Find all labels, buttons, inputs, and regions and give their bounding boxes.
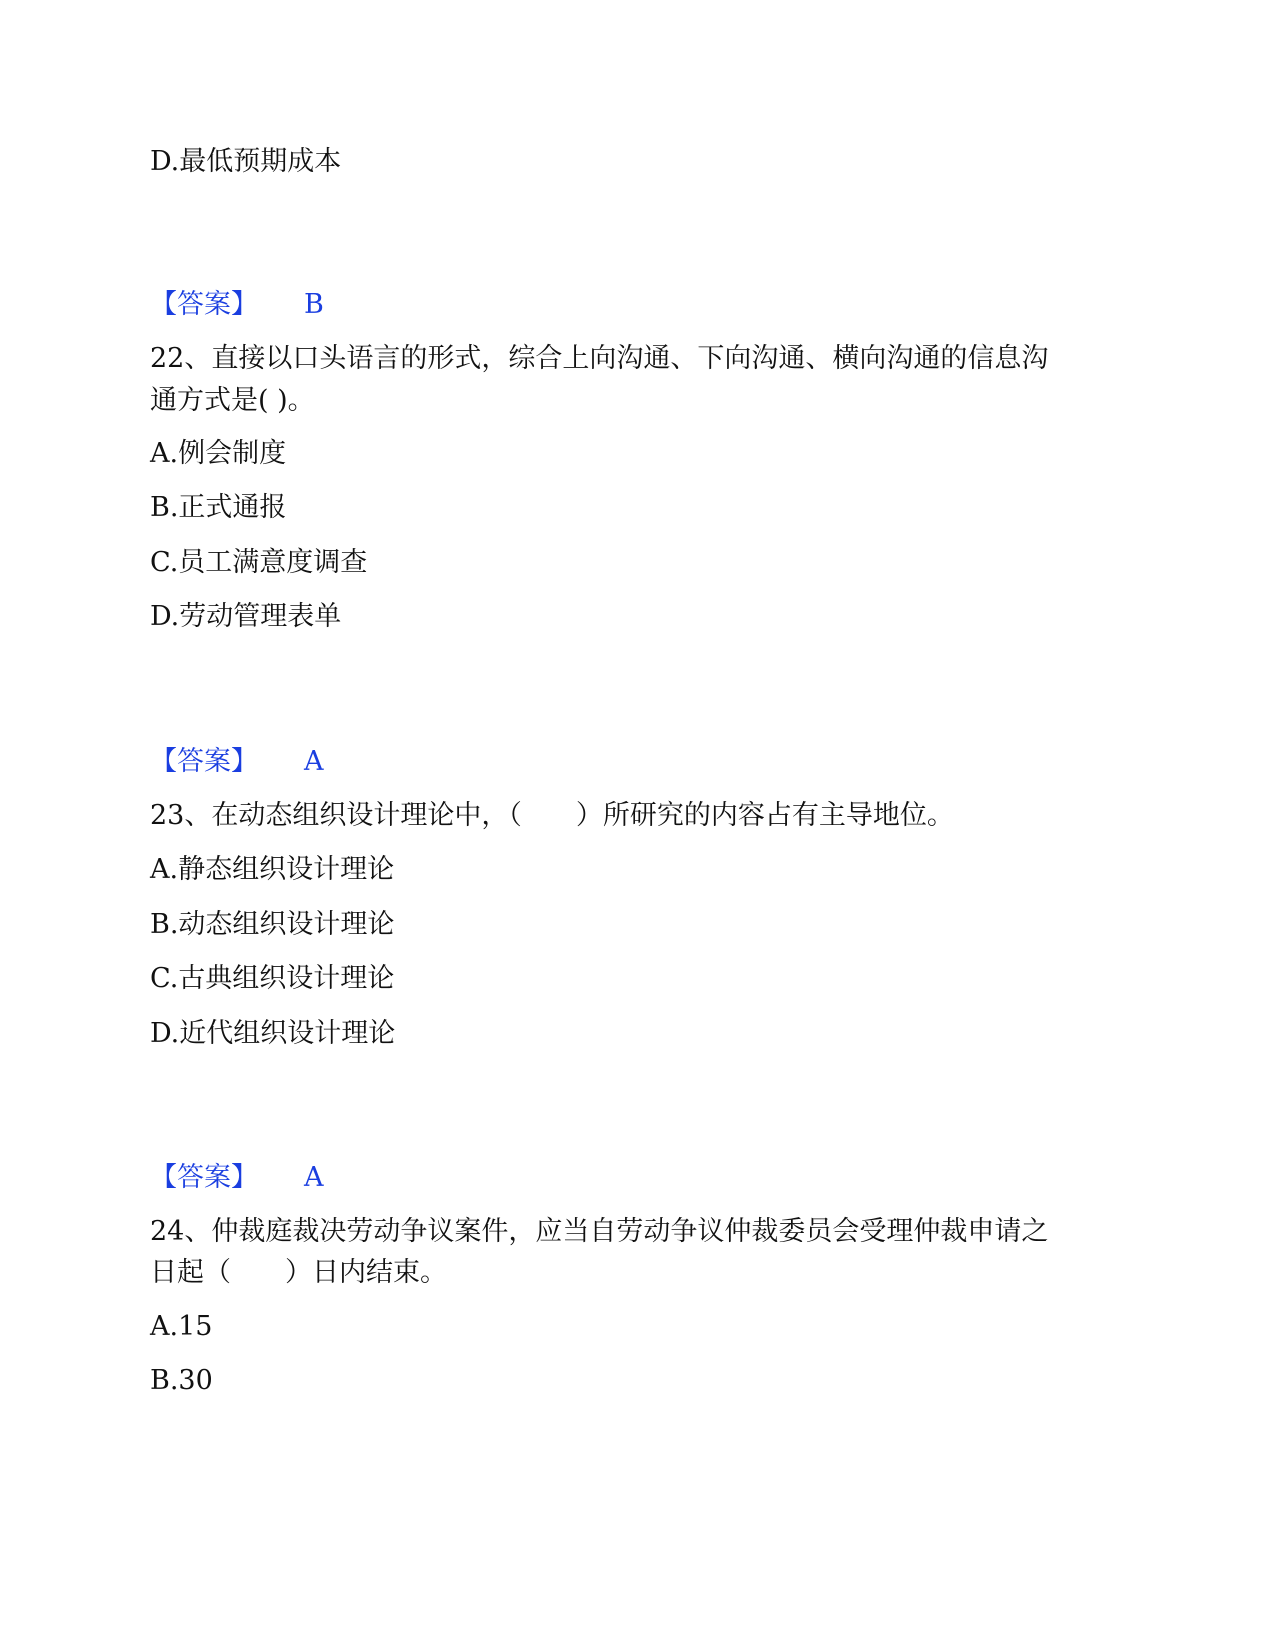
- q22-option-a: A.例会制度: [150, 438, 287, 469]
- q21-option-d: D.最低预期成本: [150, 146, 342, 177]
- q22-option-b: B.正式通报: [150, 492, 287, 523]
- q22-stem-line1: 22、直接以口头语言的形式，综合上向沟通、下向沟通、横向沟通的信息沟: [150, 343, 1049, 374]
- q23-option-b: B.动态组织设计理论: [150, 909, 395, 940]
- q22-stem-line2: 通方式是( )。: [150, 385, 315, 416]
- q24-option-b: B.30: [150, 1365, 213, 1396]
- q23-option-c: C.古典组织设计理论: [150, 963, 395, 994]
- q24-stem-line2: 日起（ ）日内结束。: [150, 1257, 447, 1288]
- q23-stem: 23、在动态组织设计理论中，（ ）所研究的内容占有主导地位。: [150, 800, 954, 831]
- q23-option-a: A.静态组织设计理论: [150, 854, 395, 885]
- answer-value: B: [304, 289, 324, 320]
- q23-option-d: D.近代组织设计理论: [150, 1018, 396, 1049]
- answer-label: 【答案】: [150, 289, 258, 320]
- q22-option-c: C.员工满意度调查: [150, 547, 368, 578]
- q24-option-a: A.15: [150, 1311, 213, 1342]
- answer-value: A: [304, 1162, 324, 1193]
- q22-answer: [150, 745, 324, 779]
- q24-stem-line1: 24、仲裁庭裁决劳动争议案件，应当自劳动争议仲裁委员会受理仲裁申请之: [150, 1216, 1049, 1247]
- answer-label: 【答案】: [150, 746, 258, 777]
- q22-option-d: D.劳动管理表单: [150, 601, 342, 632]
- answer-value: A: [304, 746, 324, 777]
- q21-answer: [150, 288, 324, 322]
- q23-answer: [150, 1161, 324, 1195]
- answer-label: 【答案】: [150, 1162, 258, 1193]
